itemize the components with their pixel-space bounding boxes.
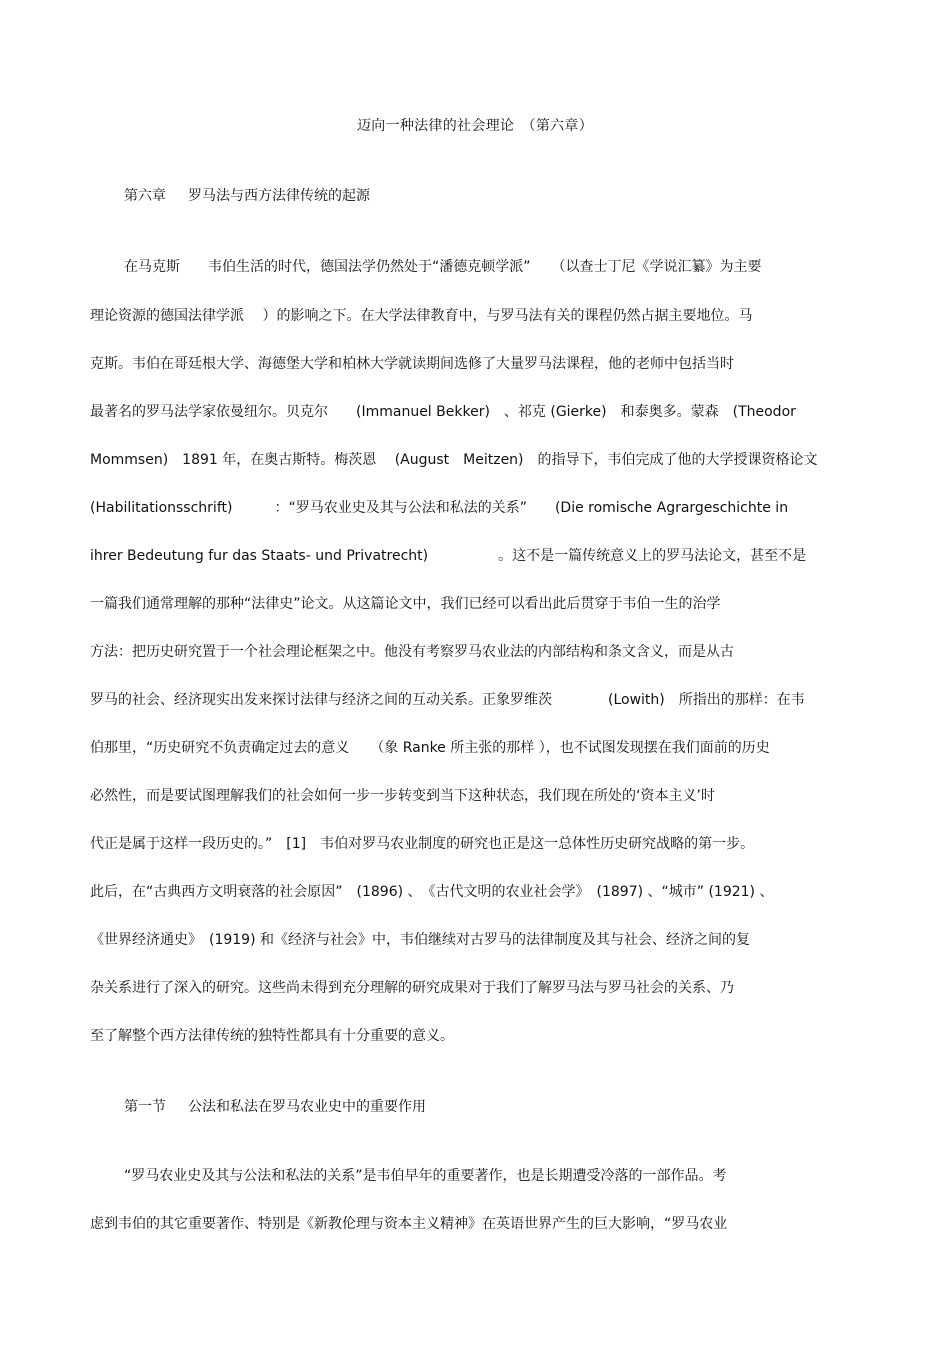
chapter-title: 罗马法与西方法律传统的起源 bbox=[188, 188, 370, 204]
text-line: 杂关系进行了深入的研究。这些尚未得到充分理解的研究成果对于我们了解罗马法与罗马社会的关系、乃 bbox=[90, 980, 734, 996]
text-line: 代正是属于这样一段历史的。” [1] 韦伯对罗马农业制度的研究也正是这一总体性历史研究战略的第一步。 bbox=[90, 836, 755, 852]
text-line: Mommsen) 1891 年，在奥古斯特。梅茨恩 (August Meitzen) 的指导下，韦伯完成了他的大学授课资格论文 bbox=[90, 452, 818, 468]
section-title: 公法和私法在罗马农业史中的重要作用 bbox=[188, 1099, 426, 1115]
text-line: 《世界经济通史》 (1919) 和《经济与社会》中，韦伯继续对古罗马的法律制度及其与社会、经济之间的复 bbox=[90, 932, 751, 948]
chapter-heading bbox=[124, 185, 370, 205]
text-line: 理论资源的德国法律学派 ）的影响之下。在大学法律教育中，与罗马法有关的课程仍然占据主要地位。马 bbox=[90, 308, 753, 324]
text-line: ihrer Bedeutung fur das Staats- und Privatrecht) 。这不是一篇传统意义上的罗马法论文，甚至不是 bbox=[90, 548, 807, 564]
text-line: 必然性，而是要试图理解我们的社会如何一步一步转变到当下这种状态，我们现在所处的‘资本主义’时 bbox=[90, 788, 715, 804]
text-line: (Habilitationsschrift) ：“罗马农业史及其与公法和私法的关系” (Die romische Agrargeschichte in bbox=[90, 500, 789, 516]
text-line: 最著名的罗马法学家依曼纽尔。贝克尔 (Immanuel Bekker) 、祁克 (Gierke) 和泰奥多。蒙森 (Theodor bbox=[90, 404, 796, 420]
text-line: 虑到韦伯的其它重要著作、特别是《新教伦理与资本主义精神》在英语世界产生的巨大影响，“罗马农业 bbox=[90, 1216, 728, 1232]
text-line: 伯那里，“历史研究不负责确定过去的意义 （象 Ranke 所主张的那样 ），也不试图发现摆在我们面前的历史 bbox=[90, 740, 770, 756]
document-title: 迈向一种法律的社会理论 （第六章） bbox=[356, 118, 594, 134]
text-line: “罗马农业史及其与公法和私法的关系”是韦伯早年的重要著作，也是长期遭受冷落的一部作品。考 bbox=[124, 1168, 727, 1184]
text-line: 此后，在“古典西方文明衰落的社会原因” (1896) 、 《古代文明的农业社会学》 (1897) 、“城市” (1921) 、 bbox=[90, 884, 774, 900]
text-line: 至了解整个西方法律传统的独特性都具有十分重要的意义。 bbox=[90, 1028, 454, 1044]
text-line: 罗马的社会、经济现实出发来探讨法律与经济之间的互动关系。正象罗维茨 (Lowith) 所指出的那样：在韦 bbox=[90, 692, 805, 708]
text-line: 一篇我们通常理解的那种“法律史”论文。从这篇论文中，我们已经可以看出此后贯穿于韦伯一生的治学 bbox=[90, 596, 721, 612]
section-label: 第一节 bbox=[124, 1099, 166, 1115]
chapter-label: 第六章 bbox=[124, 188, 166, 204]
section-heading bbox=[124, 1096, 426, 1116]
text-line: 方法：把历史研究置于一个社会理论框架之中。他没有考察罗马农业法的内部结构和条文含义，而是从古 bbox=[90, 644, 734, 660]
text-line: 在马克斯 韦伯生活的时代，德国法学仍然处于“潘德克顿学派” （以查士丁尼《学说汇纂》为主要 bbox=[124, 259, 762, 275]
text-line: 克斯。韦伯在哥廷根大学、海德堡大学和柏林大学就读期间选修了大量罗马法课程，他的老师中包括当时 bbox=[90, 356, 734, 372]
